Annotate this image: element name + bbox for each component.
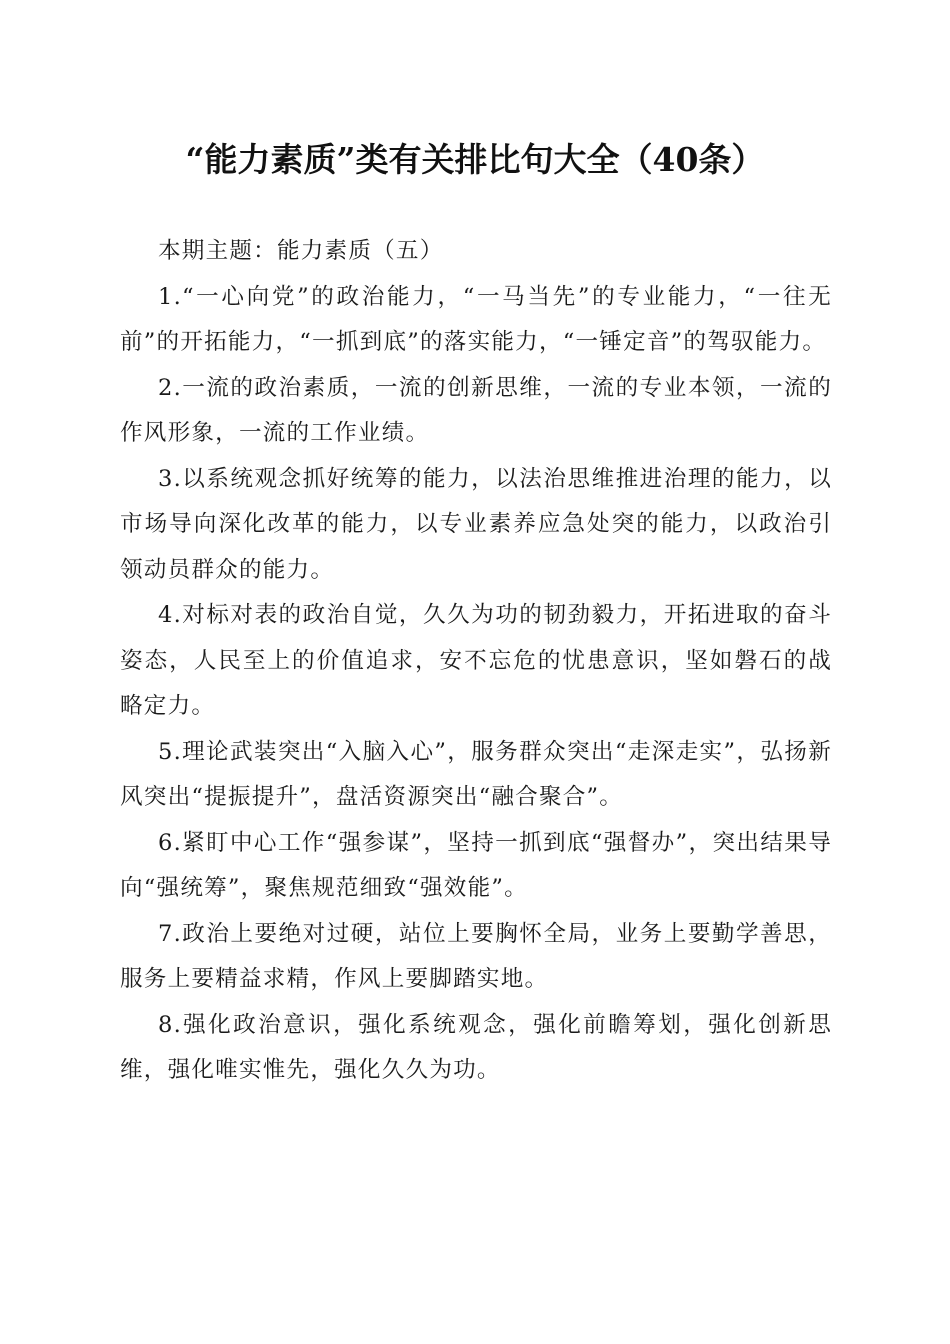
- list-item-2: 2.一流的政治素质，一流的创新思维，一流的专业本领，一流的作风形象，一流的工作业绩。: [120, 374, 832, 446]
- list-item-1: 1.“一心向党”的政治能力，“一马当先”的专业能力，“一往无前”的开拓能力，“一抓到底”的落实能力，“一锤定音”的驾驭能力。: [120, 283, 832, 355]
- list-item-6: 6.紧盯中心工作“强参谋”，坚持一抓到底“强督办”，突出结果导向“强统筹”，聚焦规范细致“强效能”。: [120, 829, 832, 901]
- document-body: [120, 229, 832, 1094]
- list-item-4: 4.对标对表的政治自觉，久久为功的韧劲毅力，开拓进取的奋斗姿态，人民至上的价值追求，安不忘危的忧患意识，坚如磐石的战略定力。: [120, 602, 832, 719]
- document-title: “能力素质”类有关排比句大全（40条）: [185, 140, 765, 179]
- list-item-5: 5.理论武装突出“入脑入心”，服务群众突出“走深走实”，弘扬新风突出“提振提升”，盘活资源突出“融合聚合”。: [120, 738, 832, 810]
- list-item-3: 3.以系统观念抓好统筹的能力，以法治思维推进治理的能力，以市场导向深化改革的能力，以专业素养应急处突的能力，以政治引领动员群众的能力。: [120, 465, 832, 583]
- topic-line: 本期主题：能力素质（五）: [158, 238, 444, 264]
- list-item-8: 8.强化政治意识，强化系统观念，强化前瞻筹划，强化创新思维，强化唯实惟先，强化久久为功。: [120, 1011, 832, 1083]
- list-item-7: 7.政治上要绝对过硬，站位上要胸怀全局，业务上要勤学善思，服务上要精益求精，作风上要脚踏实地。: [120, 920, 832, 992]
